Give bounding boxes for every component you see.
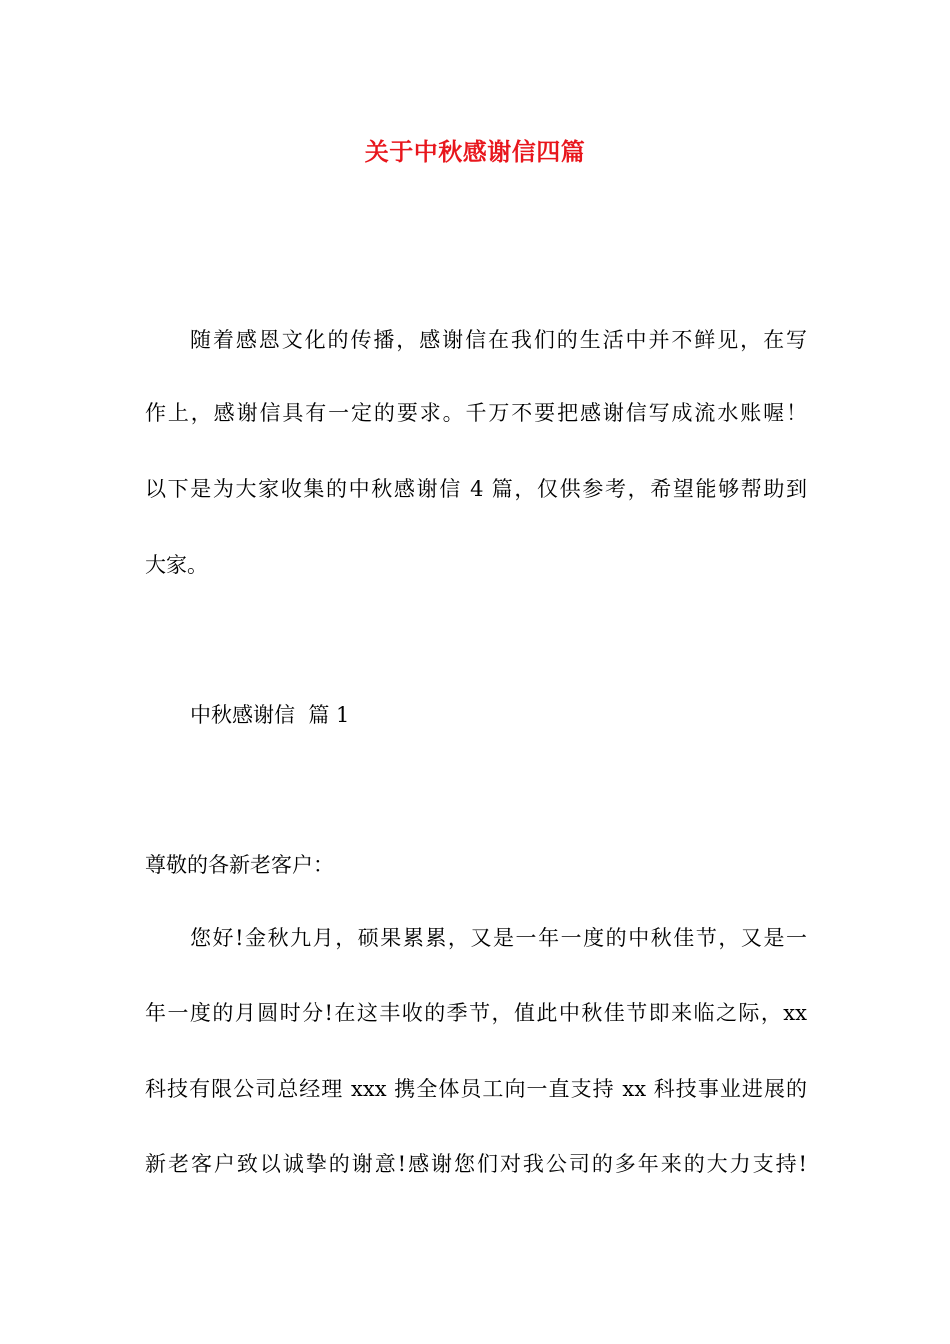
intro-line-3: 以下是为大家收集的中秋感谢信 4 篇，仅供参考，希望能够帮助到: [145, 477, 807, 501]
salutation: 尊敬的各新老客户：: [145, 853, 334, 877]
body-line-2: 年一度的月圆时分!在这丰收的季节，值此中秋佳节即来临之际，xx: [145, 1001, 807, 1025]
section-heading: 中秋感谢信 篇 1: [190, 703, 350, 727]
intro-line-2: 作上，感谢信具有一定的要求。千万不要把感谢信写成流水账喔！: [145, 401, 807, 425]
intro-line-4: 大家。: [145, 553, 208, 577]
document-title: 关于中秋感谢信四篇: [364, 138, 586, 166]
body-line-4: 新老客户致以诚挚的谢意!感谢您们对我公司的多年来的大力支持!: [145, 1152, 807, 1176]
intro-line-1: 随着感恩文化的传播，感谢信在我们的生活中并不鲜见，在写: [190, 328, 807, 352]
body-line-1: 您好!金秋九月，硕果累累，又是一年一度的中秋佳节，又是一: [190, 926, 807, 950]
body-line-3: 科技有限公司总经理 xxx 携全体员工向一直支持 xx 科技事业进展的: [145, 1077, 807, 1101]
